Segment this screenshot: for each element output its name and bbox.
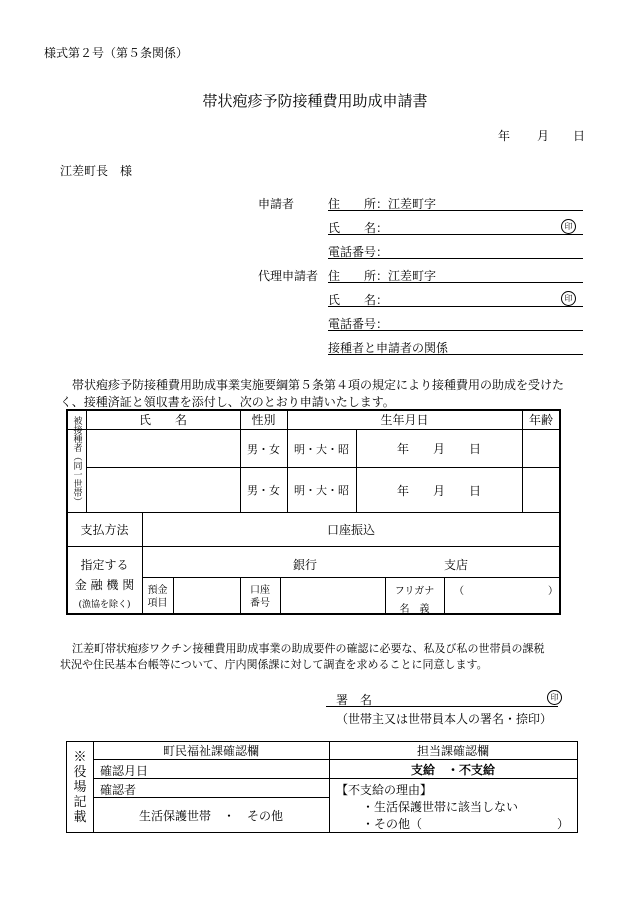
reason-option-1[interactable]: ・生活保護世帯に該当しない [362,800,519,814]
applicant-seal-icon: 印 [561,219,576,234]
account-number-field[interactable] [280,578,385,615]
bank-name-field[interactable] [142,547,560,577]
date-month: 月 [537,129,550,143]
reason-option-2-close: ） [557,817,570,831]
proxy-relation-field[interactable] [328,339,583,355]
bank-suffix: 銀行 [293,558,318,572]
office-side-label [67,742,93,832]
page-title: 帯状疱疹予防接種費用助成申請書 [202,92,428,110]
holder-label: 名 義 [399,604,430,615]
row-2-birthdate[interactable]: 年 月 日 [396,483,481,498]
holder-name-field[interactable] [445,597,559,614]
row-1-sex[interactable]: 男・女 [247,442,280,456]
proxy-name-field[interactable] [328,291,583,307]
confirmer-label: 確認者 [100,783,137,797]
payment-label: 支払方法 [80,523,129,537]
applicant-address-field[interactable] [328,195,583,211]
applicant-name-field[interactable] [328,219,583,235]
dept-header: 担当課確認欄 [416,744,489,758]
consent-text-line-2: 状況や住民基本台帳等について、庁内関係課に対して調査を求めることに同意します。 [60,658,488,671]
furigana-field[interactable] [460,580,545,596]
applicant-label: 申請者 [258,197,295,211]
proxy-address-label: 住 所：江差町字 [328,269,437,283]
confirm-date-label: 確認月日 [100,764,149,778]
bank-label-2: 金 融 機 関 [74,578,135,592]
header-name: 氏 名 [138,413,187,427]
form-number: 様式第２号（第５条関係） [44,46,189,60]
account-label [240,578,280,615]
row-1-era[interactable]: 明・大・昭 [294,442,349,456]
proxy-phone-field[interactable] [328,315,583,331]
row-2-name-field[interactable] [86,468,240,512]
signature-note: （世帯主又は世帯員本人の署名・捺印） [336,712,553,726]
row-2-sex[interactable]: 男・女 [247,484,280,497]
proxy-phone-label: 電話番号： [328,317,389,331]
reason-title: 【不支給の理由】 [336,783,433,797]
bank-label-1: 指定する [80,558,129,572]
proxy-address-field[interactable] [328,267,583,283]
signature-label: 署 名 [336,693,373,707]
applicant-address-label: 住 所：江差町字 [328,197,437,211]
proxy-relation-label: 接種者と申請者の関係 [328,341,449,355]
applicant-phone-field[interactable] [328,243,583,259]
payment-value: 口座振込 [326,523,375,537]
row-1-name-field[interactable] [86,430,240,467]
consent-text-line-1: 江差町帯状疱疹ワクチン接種費用助成事業の助成要件の確認に必要な、私及び私の世帯員の課税 [72,642,545,655]
branch-suffix: 支店 [444,558,469,572]
reason-option-2[interactable]: ・その他（ [362,817,423,831]
deposit-type-field[interactable] [173,578,240,615]
furigana-label: フリガナ [394,586,435,597]
date-year: 年 [498,129,511,143]
proxy-name-label: 氏 名： [328,293,389,307]
recipient-side-label-text: 被接種者（同一世帯） [71,416,82,506]
header-sex: 性別 [251,413,276,427]
row-1-birthdate[interactable]: 年 月 日 [396,442,481,456]
proxy-label: 代理申請者 [258,269,319,283]
row-2-era[interactable]: 明・大・昭 [294,484,349,497]
deposit-label [142,578,173,615]
signature-seal-icon: 印 [547,690,562,705]
intro-text-line-2: く、接種済証と領収書を添付し、次のとおり申請いたします。 [60,395,395,409]
proxy-seal-icon: 印 [561,291,576,306]
deposit-label-text: 預金項目 [147,584,168,609]
date-day: 日 [573,129,586,143]
header-age: 年齢 [528,413,553,427]
applicant-name-label: 氏 名： [328,221,389,235]
row-2-age-field[interactable] [522,468,560,512]
pay-options[interactable]: 支給 ・不支給 [410,762,495,777]
intro-text-line-1: 帯状疱疹予防接種費用助成事業実施要綱第５条第４項の規定により接種費用の助成を受けた [72,378,565,392]
furigana-paren-open: （ [454,586,464,597]
office-side-label-text: ※役場記載 [73,749,87,825]
account-label-text: 口座番号 [250,584,270,609]
welfare-options[interactable]: 生活保護世帯 ・ その他 [138,809,283,823]
row-1-age-field[interactable] [522,430,560,467]
applicant-phone-label: 電話番号： [328,245,389,259]
welfare-header: 町民福祉課確認欄 [162,744,259,758]
furigana-paren-close: ） [548,586,558,597]
addressee: 江差町長 様 [60,164,133,178]
header-birth: 生年月日 [380,413,429,427]
signature-field[interactable] [326,691,558,707]
recipient-side-label [67,412,86,510]
bank-label-3: (漁協を除く) [78,600,131,610]
